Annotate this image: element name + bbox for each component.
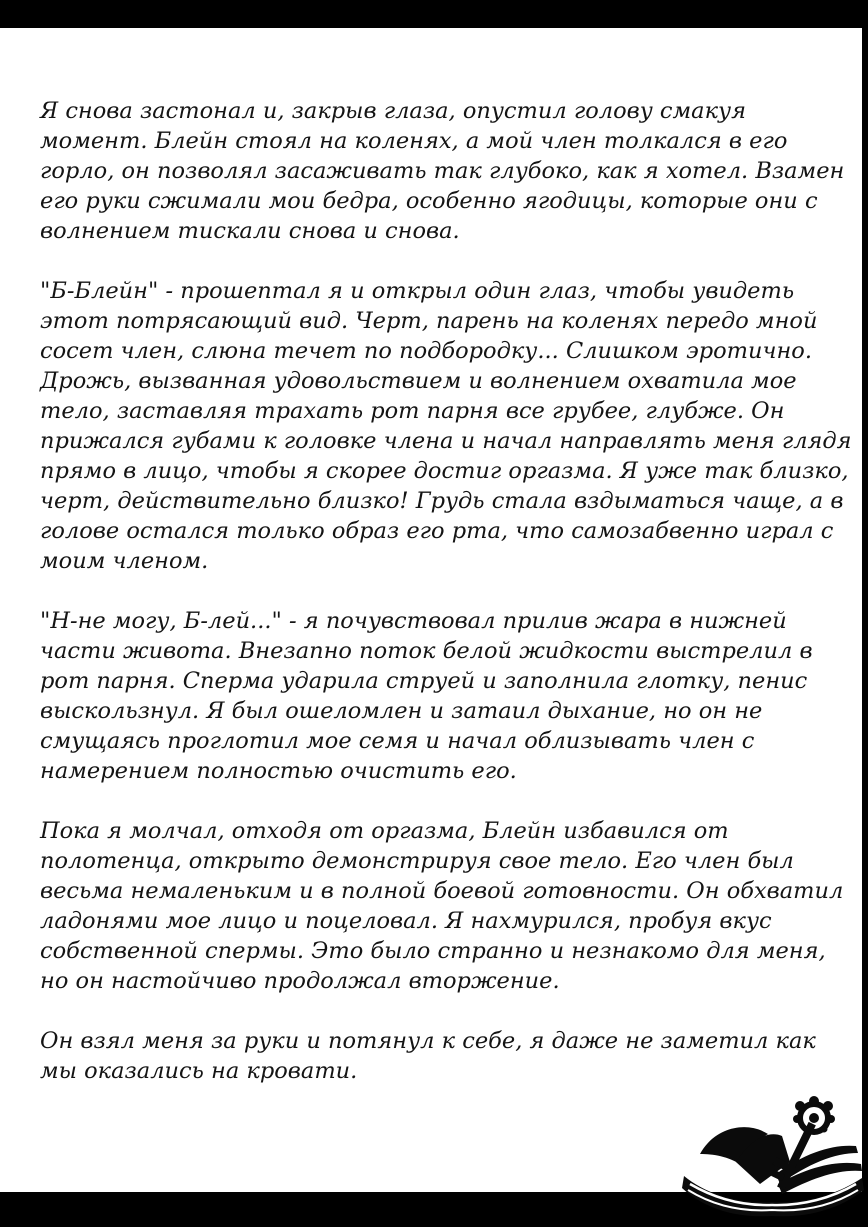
paragraph-2: "Б-Блейн" - прошептал я и открыл один глаз, чтобы увидеть этот потрясающий вид. Черт, парень на коленях передо мной сосет член, слюна течет по подбородку... Слишком эротично. Дрожь, вызванная удовольствием и волнением охватила мое тело, заставляя трахать рот парня все грубее, глубже. Он прижался губами к головке члена и начал направлять меня глядя прямо в лицо, чтобы я скорее достиг оргазма. Я уже так близко, черт, действительно близко! Грудь стала вздыматься чаще, а в голове остался только образ его рта, что самозабвенно играл с моим членом. <box>40 278 852 574</box>
paragraph-1: Я снова застонал и, закрыв глаза, опустил голову смакуя момент. Блейн стоял на коленях, а мой член толкался в его горло, он позволял засаживать так глубоко, как я хотел. Взамен его руки сжимали мои бедра, особенно ягодицы, которые они с волнением тискали снова и снова. <box>40 98 845 244</box>
paragraph-5: Он взял меня за руки и потянул к себе, я даже не заметил как мы оказались на кровати. <box>40 1028 816 1084</box>
right-border-bar <box>862 0 868 1227</box>
book-and-key-logo <box>676 1096 868 1220</box>
story-text <box>40 96 852 1116</box>
book-and-key-icon <box>676 1096 868 1220</box>
top-border-bar <box>0 0 868 28</box>
paragraph-4: Пока я молчал, отходя от оргазма, Блейн избавился от полотенца, открыто демонстрируя свое тело. Его член был весьма немаленьким и в полной боевой готовности. Он обхватил ладонями мое лицо и поцеловал. Я нахмурился, пробуя вкус собственной спермы. Это было странно и незнакомо для меня, но он настойчиво продолжал вторжение. <box>40 818 844 994</box>
paragraph-3: "Н-не могу, Б-лей..." - я почувствовал прилив жара в нижней части живота. Внезапно поток белой жидкости выстрелил в рот парня. Сперма ударила струей и заполнила глотку, пенис выскользнул. Я был ошеломлен и затаил дыхание, но он не смущаясь проглотил мое семя и начал облизывать член с намерением полностью очистить его. <box>40 608 813 784</box>
